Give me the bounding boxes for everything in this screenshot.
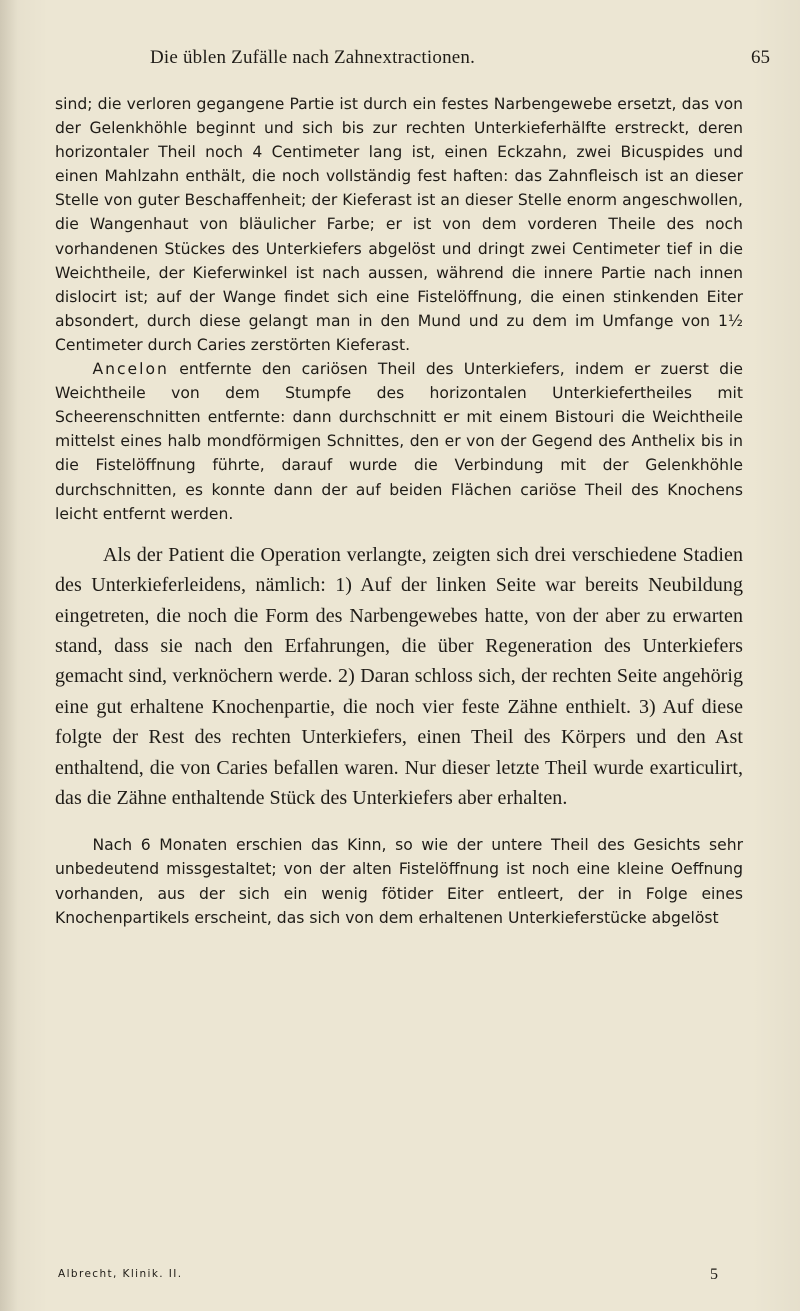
page-content [55,92,743,945]
paragraph-ancelon-text: entfernte den cariösen Theil des Unterkiefers, indem er zuerst die Weichtheile von dem Stumpfe des horizontalen Unterkiefertheiles mit Scheerenschnitten entfernte: dann durchschnitt er mit einem Bistouri die Weichtheile mittelst eines halb mondförmigen Schnittes, den er von der Gegend des Anthelix bis in die Fistelöffnung führte, darauf wurde die Verbindung mit der Gelenkhöhle durchschnitten, es konnte dann der auf beiden Flächen cariöse Theil des Knochens leicht entfernt werden. [55,360,743,523]
paragraph-case-description: sind; die verloren gegangene Partie ist durch ein festes Narbengewebe ersetzt, das von der Gelenkhöhle beginnt und sich bis zur rechten Unterkieferhälfte erstreckt, deren horizontaler Theil noch 4 Centimeter lang ist, einen Eckzahn, zwei Bicuspides und einen Mahlzahn enthält, die noch vollständig fest haften: das Zahnfleisch ist an dieser Stelle von guter Beschaffenheit; der Kieferast ist an dieser Stelle enorm angeschwollen, die Wangenhaut von bläulicher Farbe; er ist von dem vorderen Theile des noch vorhandenen Stückes des Unterkiefers abgelöst und dringt zwei Centimeter tief in die Weichtheile, der Kieferwinkel ist nach aussen, während die innere Partie nach innen dislocirt ist; auf der Wange findet sich eine Fistelöffnung, die einen stinkenden Eiter absondert, durch diese gelangt man in den Mund und zu dem im Umfange von 1½ Centimeter durch Caries zerstörten Kieferast. [55,95,743,354]
running-title: Die üblen Zufälle nach Zahnextractionen. [150,47,476,68]
paragraph-six-month-follow-up: Nach 6 Monaten erschien das Kinn, so wie der untere Theil des Gesichts sehr unbedeutend missgestaltet; von der alten Fistelöffnung ist noch eine kleine Oeffnung vorhanden, aus der sich ein wenig fötider Eiter entleert, der in Folge eines Knochenpartikels erscheint, das sich von dem erhaltenen Unterkieferstücke abgelöst [55,836,743,927]
page-number: 65 [751,47,770,68]
page-footer [58,1268,728,1290]
paragraph-stages-summary: Als der Patient die Operation verlangte, zeigten sich drei verschiedene Stadien des Unterkieferleidens, nämlich: 1) Auf der linken Seite war bereits Neubildung eingetreten, die noch die Form des Narbengewebes hatte, von der aber zu erwarten stand, dass sie nach den Erfahrungen, die über Regeneration des Unterkiefers gemacht sind, verknöchern werde. 2) Daran schloss sich, der rechten Seite angehörig eine gut erhaltene Knochenpartie, die noch vier feste Zähne enthielt. 3) Auf diese folgte der Rest des rechten Unterkiefers, einen Theil des Körpers und den Ast enthaltend, die von Caries befallen waren. Nur dieser letzte Theil wurde exarticulirt, das die Zähne enthaltende Stück des Unterkiefers aber erhalten. [55,543,743,809]
footer-signature: Albrecht, Klinik. II. [58,1268,183,1280]
sheet-number: 5 [710,1266,718,1283]
page-edge-shadow [0,0,18,1311]
page-header [150,47,780,75]
author-name-ancelon: Ancelon [92,360,169,379]
paragraph-ancelon-operation [55,357,743,526]
